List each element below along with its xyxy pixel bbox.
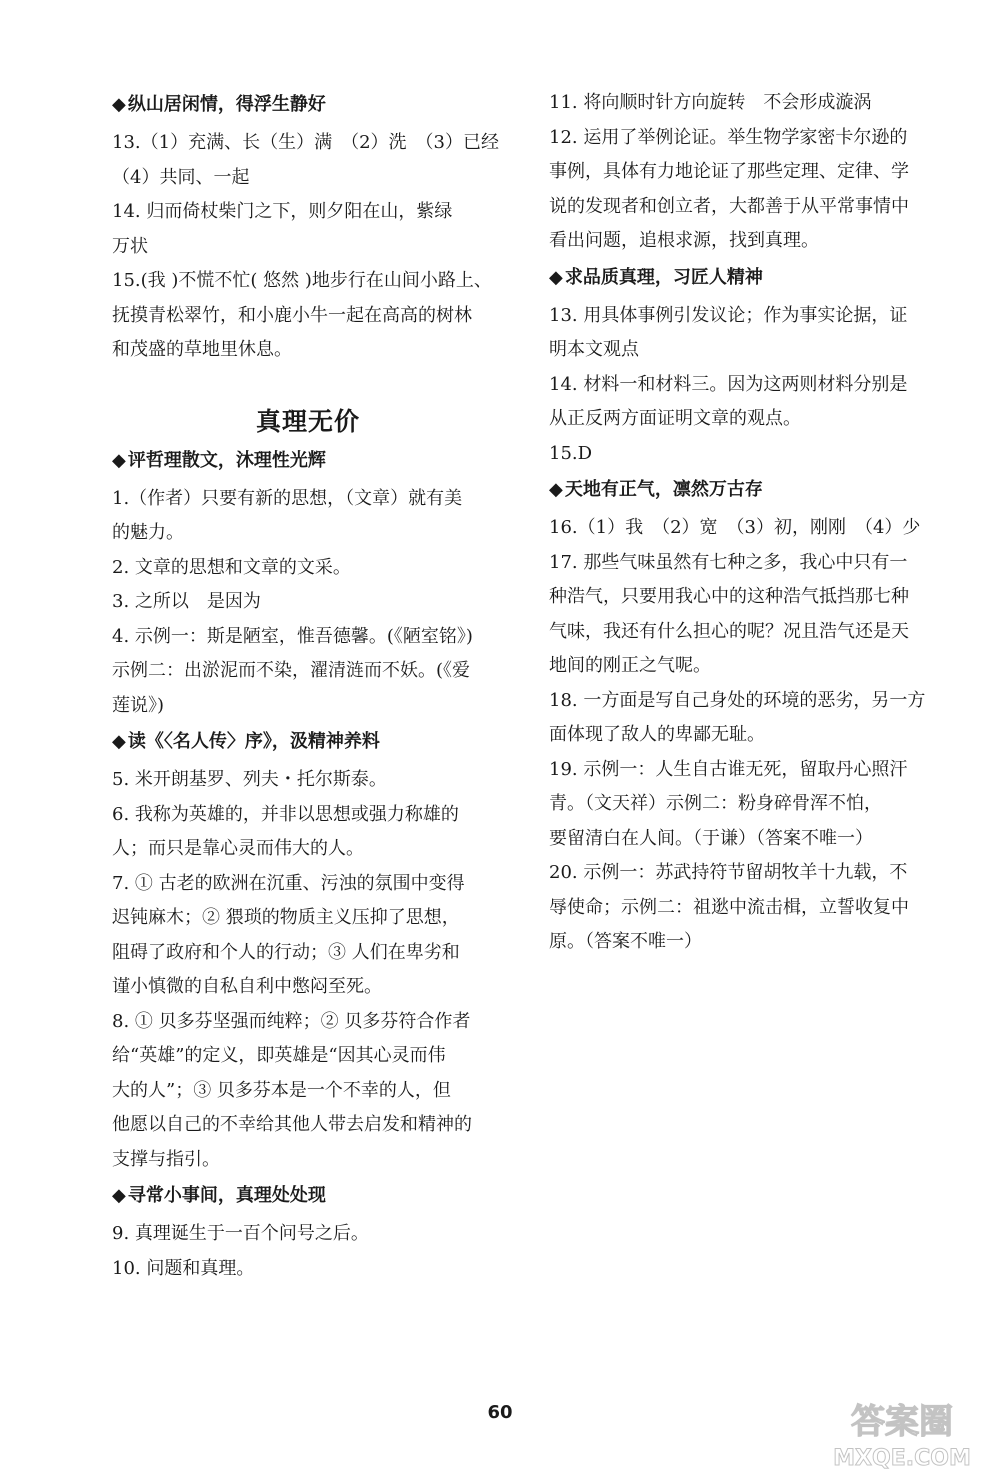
answer-line: 和茂盛的草地里休息。 bbox=[112, 339, 292, 360]
answer-line: 11. 将向顺时针方向旋转 不会形成漩涡 bbox=[549, 92, 872, 113]
section-heading: ◆ 纵山居闲情，得浮生静好 bbox=[112, 94, 326, 115]
diamond-bullet-icon: ◆ bbox=[112, 731, 126, 752]
section-heading: ◆ 天地有正气，凛然万古存 bbox=[549, 479, 763, 500]
answer-line: 抚摸青松翠竹，和小鹿小牛一起在高高的树林 bbox=[112, 304, 472, 326]
answer-line: 迟钝麻木；② 猥琐的物质主义压抑了思想， bbox=[112, 907, 460, 928]
section-heading: ◆ 评哲理散文，沐理性光辉 bbox=[112, 449, 326, 471]
diamond-bullet-icon: ◆ bbox=[549, 479, 563, 500]
answer-line: 20. 示例一：苏武持符节留胡牧羊十九载，不 bbox=[549, 862, 908, 883]
answer-line: 大的人”；③ 贝多芬本是一个不幸的人，但 bbox=[112, 1079, 451, 1101]
answer-line: 种浩气，只要用我心中的这种浩气抵挡那七种 bbox=[549, 586, 909, 607]
chapter-title: 真理无价 bbox=[255, 406, 360, 436]
answer-line: 说的发现者和创立者，大都善于从平常事情中 bbox=[549, 195, 909, 217]
answer-line: 他愿以自己的不幸给其他人带去启发和精神的 bbox=[112, 1114, 472, 1135]
answer-line: 明本文观点 bbox=[549, 339, 639, 360]
answer-line: 青。（文天祥）示例二：粉身碎骨浑不怕， bbox=[549, 793, 882, 814]
diamond-bullet-icon: ◆ bbox=[112, 94, 126, 115]
section-heading: ◆ 寻常小事间，真理处处现 bbox=[112, 1185, 326, 1206]
left-column bbox=[112, 86, 504, 1286]
answer-line: 地间的刚正之气呢。 bbox=[549, 655, 711, 676]
answer-line: 气味，我还有什么担心的呢？况且浩气还是天 bbox=[549, 620, 909, 642]
answer-line: 13.（1）充满、长（生）满 （2）洗 （3）已经 bbox=[112, 132, 499, 153]
answer-line: 10. 问题和真理。 bbox=[112, 1257, 255, 1279]
diamond-bullet-icon: ◆ bbox=[112, 1185, 126, 1206]
answer-line: 14. 材料一和材料三。因为这两则材料分别是 bbox=[549, 373, 908, 395]
answer-line: 5. 米开朗基罗、列夫・托尔斯泰。 bbox=[112, 769, 387, 790]
answer-line: 15.(我 )不慌不忙( 悠然 )地步行在山间小路上、 bbox=[112, 270, 492, 291]
answer-line: 要留清白在人间。（于谦）（答案不唯一） bbox=[549, 827, 873, 849]
answer-line: 谨小慎微的自私自利中憋闷至死。 bbox=[112, 976, 382, 997]
answer-line: 9. 真理诞生于一百个问号之后。 bbox=[112, 1223, 369, 1244]
answer-line: 阻碍了政府和个人的行动；③ 人们在卑劣和 bbox=[112, 941, 460, 963]
answer-line: 15.D bbox=[549, 442, 593, 464]
answer-line: 19. 示例一：人生自古谁无死，留取丹心照汗 bbox=[549, 758, 908, 780]
answer-line: 3. 之所以 是因为 bbox=[112, 591, 261, 612]
answer-line: 17. 那些气味虽然有七种之多，我心中只有一 bbox=[549, 551, 908, 573]
right-column bbox=[549, 86, 941, 960]
answer-line: 事例，具体有力地论证了那些定理、定律、学 bbox=[549, 161, 909, 182]
answer-line: 2. 文章的思想和文章的文采。 bbox=[112, 556, 351, 578]
answer-line: 12. 运用了举例论证。举生物学家密卡尔逊的 bbox=[549, 126, 908, 148]
section-heading: ◆ 求品质真理，习匠人精神 bbox=[549, 266, 763, 288]
answer-line: 莲说》) bbox=[112, 694, 165, 716]
answer-line: 原。（答案不唯一） bbox=[549, 931, 702, 952]
watermark-logo-text: 答案圈 bbox=[851, 1402, 953, 1442]
answer-line: （4）共同、一起 bbox=[112, 166, 250, 188]
diamond-bullet-icon: ◆ bbox=[549, 266, 563, 288]
answer-line: 看出问题，追根求源，找到真理。 bbox=[549, 230, 819, 251]
answer-line: 18. 一方面是写自己身处的环境的恶劣，另一方 bbox=[549, 689, 926, 711]
answer-line: 16.（1）我 （2）宽 （3）初，刚刚 （4）少 bbox=[549, 517, 921, 538]
answer-line: 1.（作者）只要有新的思想，（文章）就有美 bbox=[112, 487, 463, 509]
answer-line: 4. 示例一：斯是陋室，惟吾德馨。(《陋室铭》) bbox=[112, 625, 473, 647]
watermark-url-text: MXQE.COM bbox=[833, 1446, 971, 1471]
answer-line: 人；而只是靠心灵而伟大的人。 bbox=[112, 838, 364, 859]
answer-line: 从正反两方面证明文章的观点。 bbox=[549, 408, 801, 429]
answer-line: 6. 我称为英雄的，并非以思想或强力称雄的 bbox=[112, 803, 459, 825]
answer-line: 辱使命；示例二：祖逖中流击楫，立誓收复中 bbox=[549, 896, 909, 918]
watermark-logo bbox=[812, 1393, 992, 1473]
answer-line: 7. ① 古老的欧洲在沉重、污浊的氛围中变得 bbox=[112, 872, 465, 894]
answer-line: 给“英雄”的定义，即英雄是“因其心灵而伟 bbox=[112, 1045, 446, 1066]
answer-line: 示例二：出淤泥而不染，濯清涟而不妖。(《爱 bbox=[112, 660, 471, 681]
answer-line: 面体现了敌人的卑鄙无耻。 bbox=[549, 724, 765, 745]
answer-line: 支撑与指引。 bbox=[112, 1148, 220, 1170]
answer-line: 8. ① 贝多芬坚强而纯粹；② 贝多芬符合作者 bbox=[112, 1010, 471, 1032]
answer-line: 14. 归而倚杖柴门之下，则夕阳在山，紫绿 bbox=[112, 201, 453, 222]
section-heading: ◆ 读《〈名人传〉序》，汲精神养料 bbox=[112, 731, 380, 752]
answer-line: 的魅力。 bbox=[112, 522, 184, 543]
page-number: 60 bbox=[487, 1402, 513, 1423]
diamond-bullet-icon: ◆ bbox=[112, 449, 126, 471]
answer-line: 万状 bbox=[112, 235, 148, 257]
answer-line: 13. 用具体事例引发议论；作为事实论据，证 bbox=[549, 304, 908, 326]
